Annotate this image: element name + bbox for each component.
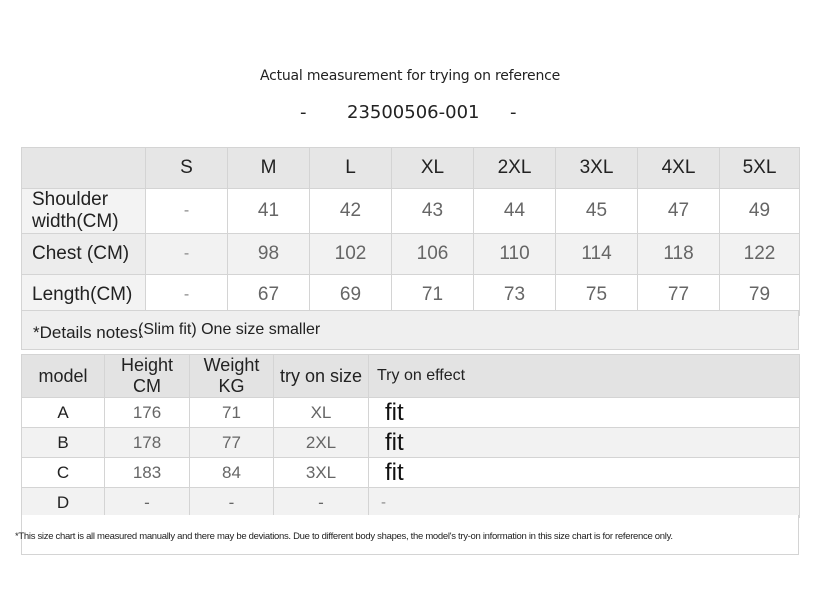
size-header-cell: L xyxy=(310,148,392,189)
model-header: model xyxy=(22,355,105,398)
model-size: 2XL xyxy=(274,428,369,458)
model-row xyxy=(22,428,800,458)
row-label-chest: Chest (CM) xyxy=(22,234,146,275)
table-cell: 67 xyxy=(228,275,310,316)
row-label-shoulder: Shoulder width(CM) xyxy=(22,189,146,234)
code-dash-left: - xyxy=(300,102,307,123)
table-cell: 77 xyxy=(638,275,720,316)
model-effect: - xyxy=(369,488,800,518)
table-cell: - xyxy=(146,234,228,275)
table-cell: 44 xyxy=(474,189,556,234)
table-cell: 47 xyxy=(638,189,720,234)
model-height: 176 xyxy=(105,398,190,428)
model-header-row xyxy=(22,355,800,398)
size-header-cell: 4XL xyxy=(638,148,720,189)
model-height: - xyxy=(105,488,190,518)
table-cell: 49 xyxy=(720,189,800,234)
model-name: A xyxy=(22,398,105,428)
model-effect: fit xyxy=(369,458,800,488)
size-header-row xyxy=(22,148,800,189)
table-cell: 118 xyxy=(638,234,720,275)
table-cell: 42 xyxy=(310,189,392,234)
table-cell: 98 xyxy=(228,234,310,275)
model-row xyxy=(22,458,800,488)
size-header-cell: M xyxy=(228,148,310,189)
model-row xyxy=(22,488,800,518)
details-notes xyxy=(21,310,799,350)
row-label-length: Length(CM) xyxy=(22,275,146,316)
footnote: *This size chart is all measured manually and there may be deviations. Due to different body shapes, the model's try-on information in this size chart is for reference only. xyxy=(15,531,673,542)
model-row xyxy=(22,398,800,428)
table-cell: 114 xyxy=(556,234,638,275)
table-cell: 110 xyxy=(474,234,556,275)
size-header-cell: 3XL xyxy=(556,148,638,189)
size-header-cell: S xyxy=(146,148,228,189)
model-name: B xyxy=(22,428,105,458)
model-size: 3XL xyxy=(274,458,369,488)
model-height: 183 xyxy=(105,458,190,488)
table-cell: 106 xyxy=(392,234,474,275)
size-header-cell: 2XL xyxy=(474,148,556,189)
table-cell: 73 xyxy=(474,275,556,316)
chest-row xyxy=(22,234,800,275)
table-cell: 75 xyxy=(556,275,638,316)
model-height: 178 xyxy=(105,428,190,458)
size-header-cell: 5XL xyxy=(720,148,800,189)
try-on-size-header: try on size xyxy=(274,355,369,398)
size-header-corner xyxy=(22,148,146,189)
code-dash-right: - xyxy=(510,102,517,123)
table-cell: 102 xyxy=(310,234,392,275)
weight-header: Weight KG xyxy=(190,355,274,398)
size-table xyxy=(21,147,800,316)
table-cell: 122 xyxy=(720,234,800,275)
table-cell: 45 xyxy=(556,189,638,234)
table-cell: - xyxy=(146,189,228,234)
table-cell: 41 xyxy=(228,189,310,234)
model-name: D xyxy=(22,488,105,518)
table-cell: 69 xyxy=(310,275,392,316)
model-effect: fit xyxy=(369,398,800,428)
table-cell: 71 xyxy=(392,275,474,316)
model-weight: 77 xyxy=(190,428,274,458)
height-header: Height CM xyxy=(105,355,190,398)
table-cell: 79 xyxy=(720,275,800,316)
model-name: C xyxy=(22,458,105,488)
size-header-cell: XL xyxy=(392,148,474,189)
product-code: 23500506-001 xyxy=(347,102,480,123)
model-effect: fit xyxy=(369,428,800,458)
product-code-row xyxy=(0,100,820,126)
details-notes-label: *Details notes: xyxy=(33,323,143,342)
model-size: XL xyxy=(274,398,369,428)
try-on-effect-header: Try on effect xyxy=(369,355,800,398)
table-cell: - xyxy=(146,275,228,316)
shoulder-row xyxy=(22,189,800,234)
details-notes-text: (Slim fit) One size smaller xyxy=(138,321,321,338)
chart-subtitle: Actual measurement for trying on reference xyxy=(259,68,561,84)
table-cell: 43 xyxy=(392,189,474,234)
model-weight: - xyxy=(190,488,274,518)
model-weight: 84 xyxy=(190,458,274,488)
model-weight: 71 xyxy=(190,398,274,428)
model-size: - xyxy=(274,488,369,518)
model-table xyxy=(21,354,800,518)
